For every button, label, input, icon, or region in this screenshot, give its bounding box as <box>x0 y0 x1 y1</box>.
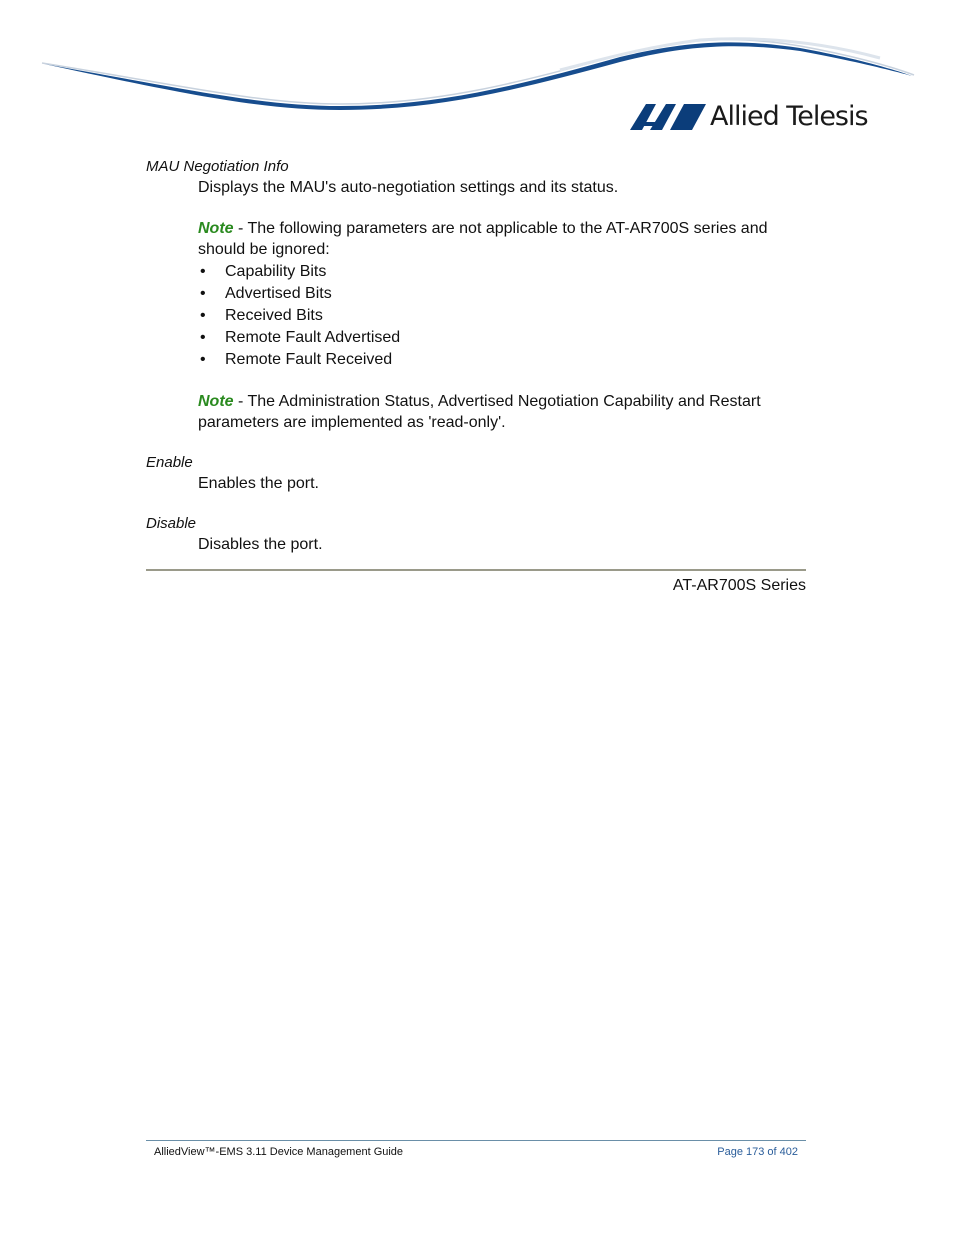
section-disable <box>146 514 806 555</box>
note-paragraph <box>198 391 806 433</box>
footer-document-title: AlliedView™-EMS 3.11 Device Management Guide <box>154 1146 404 1158</box>
description-text: Enables the port. <box>198 475 319 492</box>
note-block <box>198 218 806 371</box>
note-paragraph <box>198 218 806 260</box>
ignored-parameters-list <box>198 261 806 371</box>
list-item-text: Remote Fault Received <box>225 351 393 368</box>
list-item-text: Received Bits <box>225 307 323 324</box>
note-block <box>198 391 806 433</box>
description-block <box>198 177 806 433</box>
note-text: - The following parameters are not applicable to the AT-AR700S series and should be ignored: <box>198 220 768 258</box>
list-item <box>198 283 806 305</box>
bullet-icon: • <box>200 263 206 280</box>
section-divider <box>146 569 806 571</box>
list-item-text: Advertised Bits <box>225 285 332 302</box>
footer-divider <box>146 1140 806 1141</box>
description-block <box>198 473 806 494</box>
section-mau-negotiation-info <box>146 157 806 433</box>
term-enable: Enable <box>146 454 193 471</box>
bullet-icon: • <box>200 329 206 346</box>
main-content <box>146 157 806 555</box>
note-label: Note <box>198 393 234 410</box>
section-spacer <box>146 494 806 514</box>
bullet-icon: • <box>200 285 206 302</box>
footer-page-number: Page 173 of 402 <box>717 1146 798 1158</box>
list-item <box>198 305 806 327</box>
brand-name: Allied Telesis <box>710 101 868 132</box>
note-text: - The Administration Status, Advertised Negotiation Capability and Restart parameters are implemented as 'read-only'. <box>198 393 761 431</box>
list-item-text: Remote Fault Advertised <box>225 329 401 346</box>
series-label: AT-AR700S Series <box>672 577 806 594</box>
section-spacer <box>146 433 806 453</box>
description-block <box>198 534 806 555</box>
description-text: Displays the MAU's auto-negotiation settings and its status. <box>198 179 619 196</box>
bullet-icon: • <box>200 307 206 324</box>
term-disable: Disable <box>146 515 197 532</box>
list-item-text: Capability Bits <box>225 263 327 280</box>
allied-telesis-logo <box>630 98 870 136</box>
bullet-icon: • <box>200 351 206 368</box>
list-item <box>198 261 806 283</box>
list-item <box>198 327 806 349</box>
section-enable <box>146 453 806 494</box>
note-label: Note <box>198 220 234 237</box>
logo-mark-icon <box>630 102 708 132</box>
term-mau-negotiation-info: MAU Negotiation Info <box>146 158 289 175</box>
list-item <box>198 349 806 371</box>
description-text: Disables the port. <box>198 536 323 553</box>
